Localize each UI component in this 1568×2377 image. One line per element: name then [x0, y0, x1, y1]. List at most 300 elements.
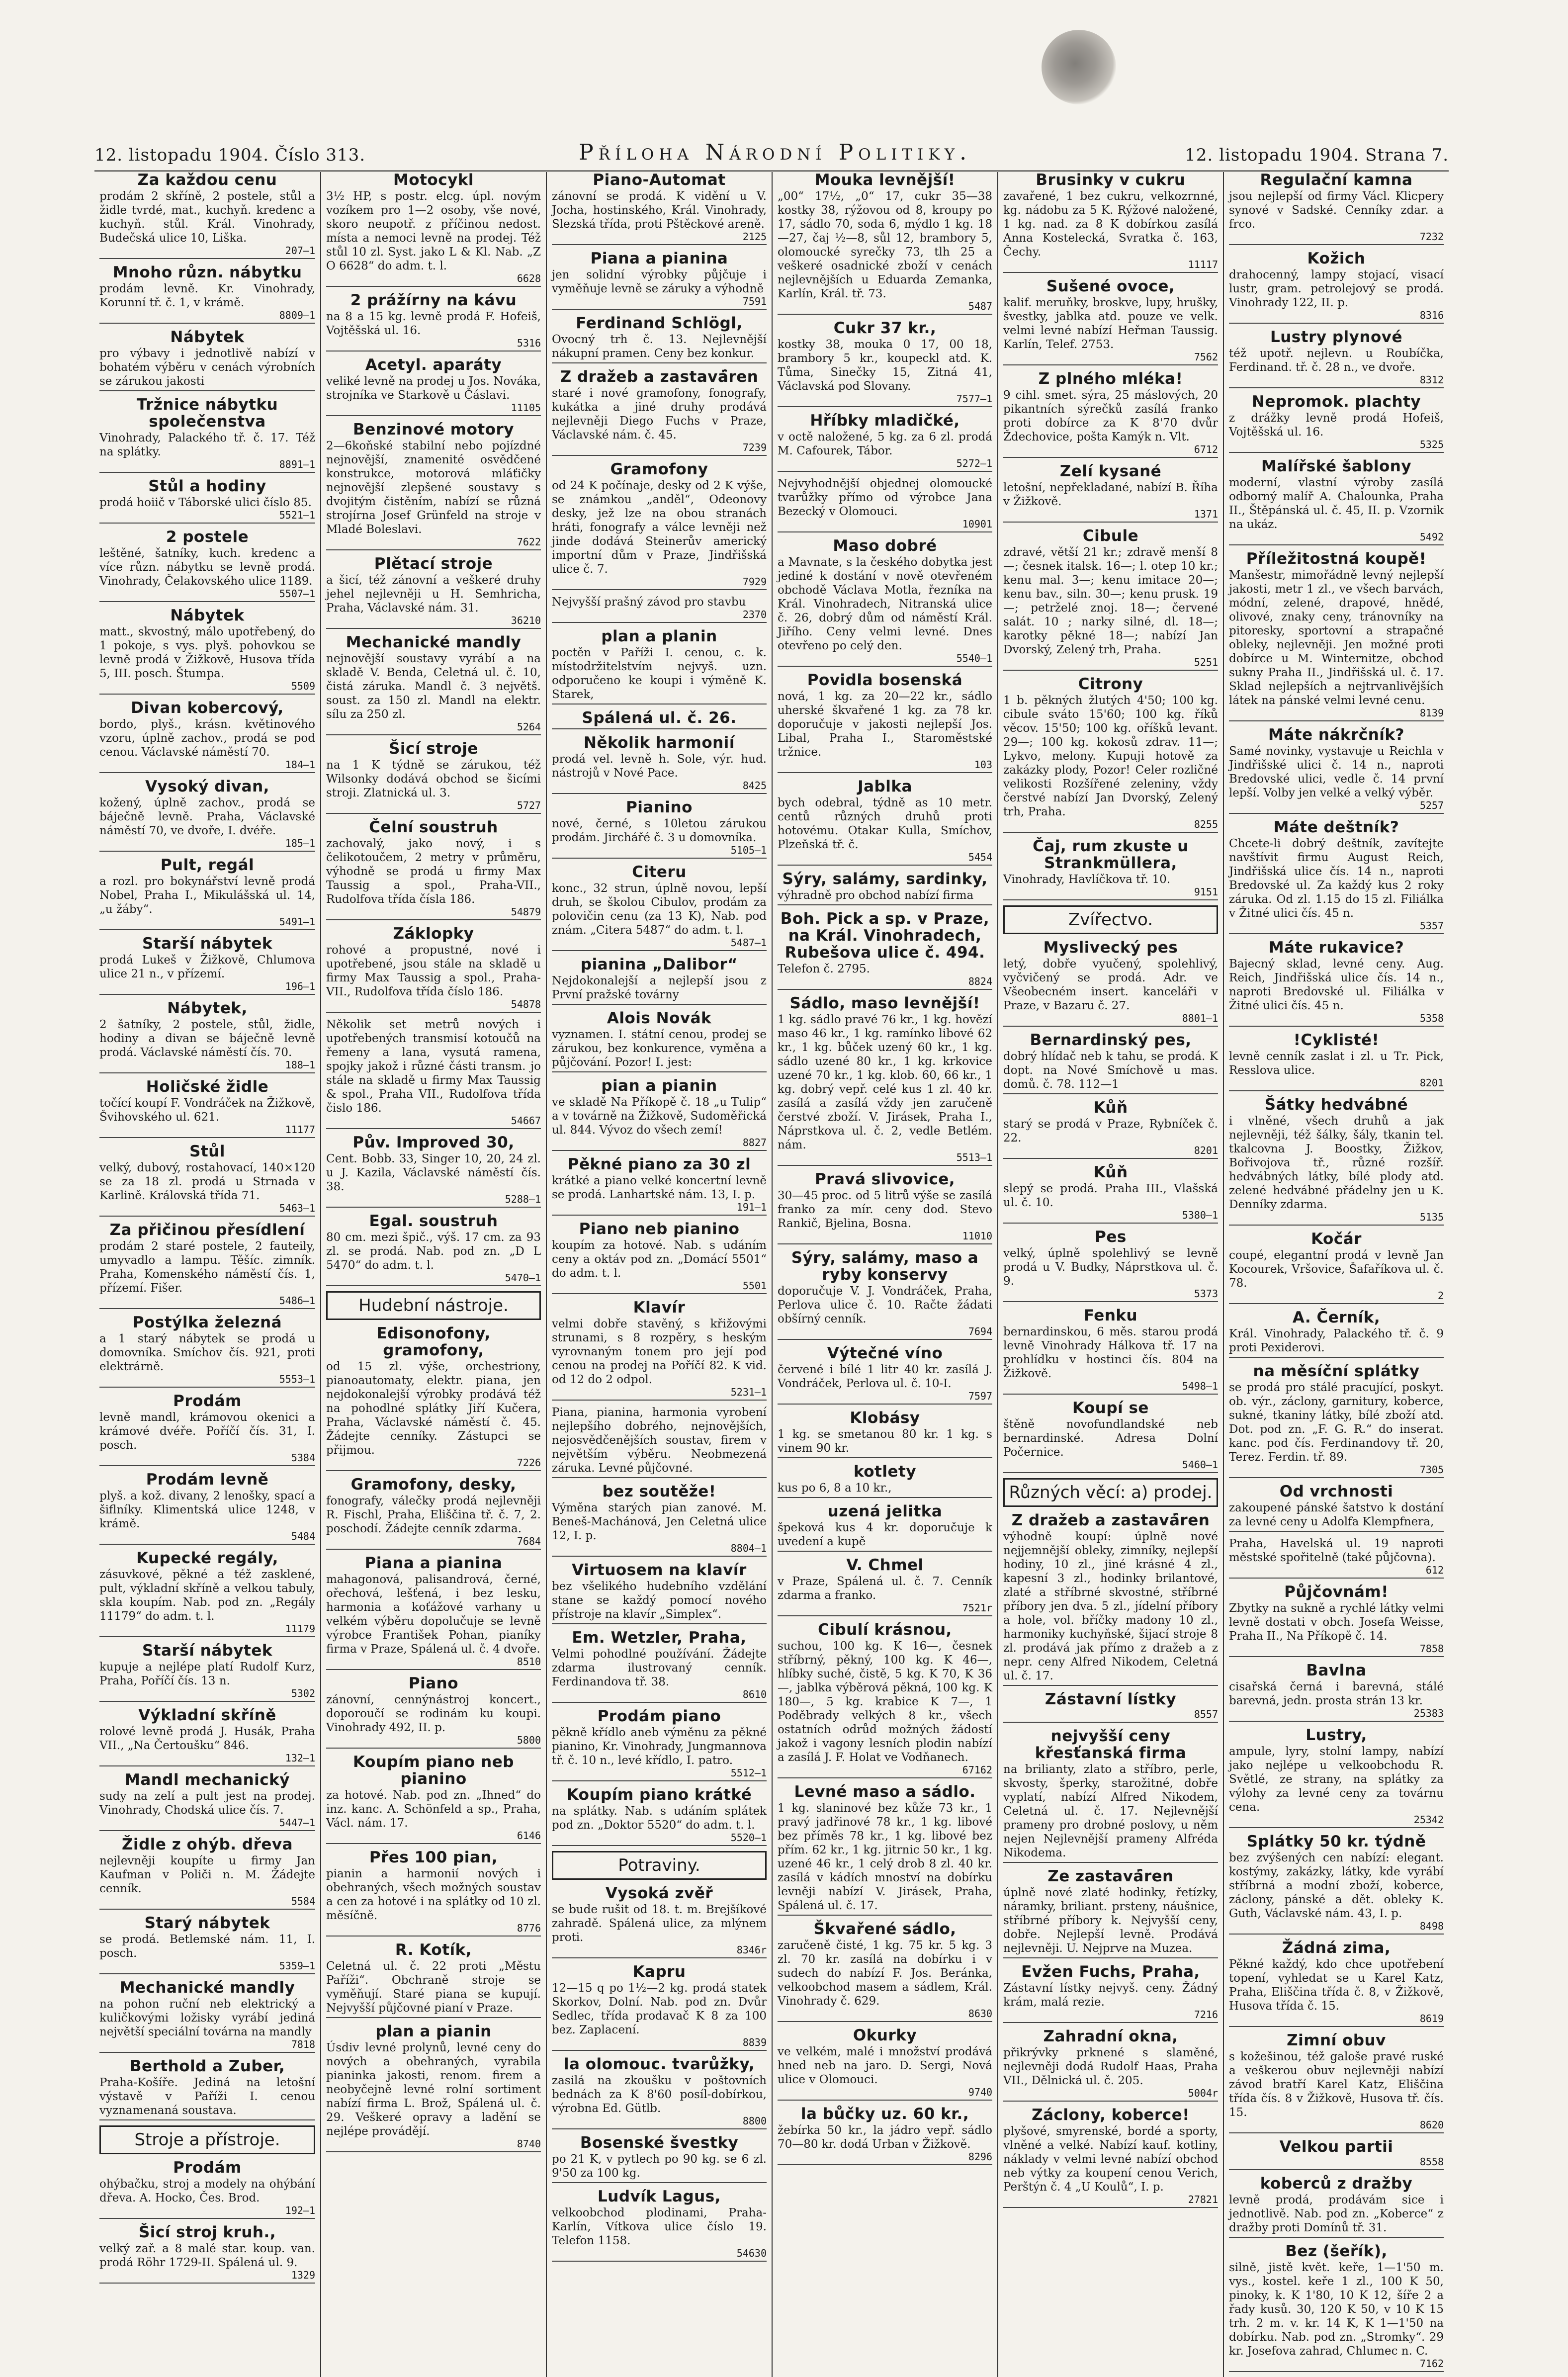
classified-ad — [1003, 528, 1218, 671]
classified-ad — [99, 2058, 315, 2120]
ad-code: 5507—1 — [279, 588, 315, 600]
classified-ad — [99, 778, 315, 852]
ad-code: 5498—1 — [1182, 1380, 1218, 1392]
ad-divider — [1229, 1026, 1444, 1027]
ad-body: poctěn v Paříži I. cenou, c. k. místodržitelstvím nejvyš. uzn. odporučeno ke koupi i výměně K. Starek, — [552, 646, 767, 701]
ad-divider — [1229, 720, 1444, 721]
classified-ad — [326, 555, 541, 629]
ad-divider — [326, 1012, 541, 1013]
ad-body: bez všelikého hudebního vzdělání stane se každý pomocí nového přístroje na klavír „Simplex“. — [552, 1580, 767, 1621]
classified-ad — [99, 2224, 315, 2284]
ad-code: 8498 — [1419, 1920, 1444, 1932]
ad-code: 7694 — [968, 1325, 992, 1337]
classified-ad — [326, 1941, 541, 2018]
ad-title: Pult, regál — [160, 856, 255, 874]
ad-title: Piano-Automat — [593, 171, 726, 189]
classified-ad — [1229, 550, 1444, 721]
ad-title: Zástavní lístky — [1045, 1690, 1177, 1708]
classified-ad — [778, 1409, 992, 1458]
ad-title: Berthold a Zuber, — [129, 2057, 285, 2075]
ad-body: kostky 38, mouka 0 17, 00 18, brambory 5 kr., koupeckl atd. K. Tůma, Sinečky 15, Zitná 41, Václavská pod Slovany. — [778, 338, 992, 393]
classified-ad — [778, 1921, 992, 2022]
ad-title: Hříbky mladičké, — [810, 412, 960, 430]
ad-body: pěkně křídlo aneb výměnu za pěkné pianino, Kr. Vinohrady, Jungmannova tř. č. 10 n., levé křídlo, I. patro. — [552, 1726, 767, 1767]
ad-body: bordo, plyš., krásn. květinového vzoru, úplně zachov., prodá se pod cenou. Václavské náměstí 70. — [99, 718, 315, 759]
ad-title: Máte nákrčník? — [1268, 726, 1404, 744]
ad-body: starý se prodá v Praze, Rybníček č. 22. — [1003, 1118, 1218, 1144]
ad-divider — [1229, 1303, 1444, 1304]
ad-code: 8201 — [1419, 1077, 1444, 1089]
classified-ad — [552, 1010, 767, 1072]
ad-title: Výkladní skříně — [138, 1706, 276, 1724]
ad-body: koupím za hotové. Nab. s udáním ceny a oktáv pod zn. „Domácí 5501“ do adm. t. l. — [552, 1239, 767, 1280]
ad-divider — [778, 2021, 992, 2022]
ad-divider — [326, 1549, 541, 1550]
ad-divider — [778, 314, 992, 315]
ad-title: Pianino — [626, 798, 693, 816]
ad-body: se bude rušit od 18. t. m. Brejšíkové zahradě. Spálená ulice, za mlýnem proti. — [552, 1903, 767, 1944]
classified-ad — [552, 1786, 767, 1846]
ad-title: pian a pianin — [601, 1077, 717, 1095]
ad-divider — [552, 793, 767, 794]
ad-code: 25342 — [1413, 1814, 1444, 1826]
ad-title: Starší nábytek — [142, 935, 273, 953]
ad-body: ohýbačku, stroj a modely na ohýbání dřeva. A. Hocko, Čes. Brod. — [99, 2178, 315, 2204]
classified-ad — [552, 1077, 767, 1151]
ad-title: Židle z ohýb. dřeva — [121, 1836, 293, 1853]
ad-divider — [1003, 2101, 1218, 2102]
ad-code: 5302 — [291, 1687, 315, 1699]
ad-title: Přes 100 pian, — [369, 1849, 498, 1866]
ad-title: la bůčky uz. 60 kr., — [800, 2105, 969, 2123]
ad-title: !Cyklisté! — [1293, 1031, 1380, 1049]
classified-ad — [99, 1642, 315, 1702]
classified-ad — [778, 537, 992, 667]
classified-ad — [1229, 1727, 1444, 1828]
classified-ad — [1229, 2243, 1444, 2372]
ad-title: A. Černík, — [1292, 1309, 1381, 1326]
ad-code: 7521r — [962, 1602, 992, 1614]
ad-body: dobrý hlídač neb k tahu, se prodá. K dopt. na Nové Smíchově u mas. domů. č. 78. 112—1 — [1003, 1050, 1218, 1091]
ad-code: 2 — [1437, 1290, 1444, 1302]
ad-title: nejvyšší ceny křesťanská firma — [1035, 1727, 1187, 1762]
ad-body: v octě naložené, 5 kg. za 6 zl. prodá M. Cafourek, Tábor. — [778, 431, 992, 457]
ad-body: plyšové, smyrenské, bordé a sporty, vlněné a velké. Nabízí kauf. kotliny, náklady v velmi levné nabízí obchod neb výtky za koupení cenou Verich, Perštýn č. 4 „U Koulů“, I. p. — [1003, 2125, 1218, 2194]
ad-body: bernardinskou, 6 měs. starou prodá levně Vinohrady Hálkova tř. 17 na prohlídku v hostinci čís. 804 na Žižkově. — [1003, 1325, 1218, 1380]
classified-ad — [326, 1849, 541, 1937]
ad-divider — [326, 2151, 541, 2152]
ad-divider — [99, 1465, 315, 1466]
ad-title: Starý nábytek — [144, 1914, 270, 1932]
ad-code: 5487—1 — [730, 937, 767, 949]
ad-title: Kupecké regály, — [136, 1549, 278, 1567]
ad-body: Nejvyšší prašný závod pro stavbu — [552, 596, 746, 609]
classified-ad — [778, 1249, 992, 1340]
ad-body: od 24 K počínaje, desky od 2 K výše, se známkou „anděl“, Odeonovy desky, jež lze na obou stranách hráti, fonografy a válce levněji než jinde dodává Steinerův americký importní dům v Praze, Jindřišská ulice č. 7. — [552, 479, 767, 576]
ad-title: Velkou partii — [1279, 2138, 1394, 2156]
ad-title: pianina „Dalibor“ — [580, 956, 738, 973]
ad-code: 8312 — [1419, 374, 1444, 386]
ad-title: Příležitostná koupě! — [1246, 550, 1427, 568]
ad-title: Em. Wetzler, Praha, — [572, 1629, 747, 1647]
ad-code: 8346r — [736, 1944, 767, 1956]
ad-title: Od vrchnosti — [1279, 1483, 1394, 1500]
classified-ad — [1003, 1728, 1218, 1863]
ad-divider — [1003, 1685, 1218, 1686]
classified-ad — [552, 956, 767, 1005]
ad-code: 5513—1 — [956, 1151, 992, 1163]
ad-body: sudy na zelí a pult jest na prodej. Vinohrady, Chodská ulice čís. 7. — [99, 1790, 315, 1817]
ad-divider — [778, 531, 992, 532]
ad-body: jen solidní výrobky půjčuje i vyměňuje levně se záruky a výhodně — [552, 268, 767, 295]
ad-divider — [552, 728, 767, 729]
ad-title: Cibulí krásnou, — [818, 1621, 952, 1639]
ad-divider — [99, 1636, 315, 1637]
ad-title: Z dražeb a zastavá̈ren — [560, 368, 759, 386]
ad-divider — [326, 1285, 541, 1286]
classified-ad — [1003, 1963, 1218, 2023]
ad-body: Telefon č. 2795. — [778, 963, 870, 975]
ad-body: se prodá. Betlemské nám. 11, I. posch. — [99, 1933, 315, 1960]
ad-code: 5251 — [1194, 656, 1218, 668]
ad-code: 7232 — [1419, 231, 1444, 243]
ad-body: vyznamen. I. státní cenou, prodej se zárukou, bez konkurence, vyměna a půjčování. Pozor! I. jest: — [552, 1028, 767, 1069]
ad-code: 103 — [974, 759, 992, 771]
ad-code: 2370 — [742, 609, 767, 620]
ad-title: Postýlka železná — [132, 1314, 282, 1331]
ad-divider — [326, 628, 541, 629]
classified-ad — [552, 734, 767, 794]
ad-code: 7591 — [742, 295, 767, 307]
ad-code: 5384 — [291, 1452, 315, 1464]
ad-code: 5373 — [1194, 1288, 1218, 1300]
ad-divider — [1229, 2026, 1444, 2027]
classified-ad — [778, 1783, 992, 1916]
ad-divider — [778, 1404, 992, 1405]
ad-title: Koupím piano krátké — [566, 1786, 752, 1804]
ad-body: nové, černé, s 10letou zárukou prodám. Jirchářé č. 3 u domovníka. — [552, 817, 767, 844]
ad-code: 8139 — [1419, 707, 1444, 719]
ad-body: silně, jistě květ. keře, 1—1'50 m. vys., kostel. keře 1 zl., 100 K 50, pinoky, k. K 1'80, 10 K 12, šíře 2 a řady kusů. 30, 120 K 50, v 10 K 15 trh. 2 m. v. kr. 14 K, K 1—1'50 na dobírku. Nab. pod zn. „Stromky“. 29 kr. Josefova zahrad, Chlumec n. C. — [1229, 2261, 1444, 2358]
ad-body: Samé novinky, vystavuje u Reichla v Jindřišské ulici č. 14 n., naproti Bredovské ulici, vedle č. 14 první lepší. Volby jen velké a velký výběr. — [1229, 745, 1444, 799]
classified-ad — [99, 329, 315, 391]
ad-body: kus po 6, 8 a 10 kr., — [778, 1482, 892, 1495]
classified-ad — [1003, 2028, 1218, 2102]
ad-body: cisařská černá i barevná, stálé barevná, jedn. prosta strán 13 kr. — [1229, 1680, 1444, 1707]
ad-divider — [326, 415, 541, 416]
ad-divider — [778, 1457, 992, 1458]
ad-body: ve skladě Na Příkopě č. 18 „u Tulip“ a v továrně na Žižkově, Sudoměřická ul. 844. Vývoz do všech zemí! — [552, 1096, 767, 1137]
classified-ad — [552, 1708, 767, 1781]
ad-divider — [552, 1845, 767, 1846]
ad-body: i vlněné, všech druhů a jak nejlevněji, též šálky, šály, tkanin tel. tkalcovna J. Boostky, Žižkov, Bořivojova tř., různé rozšíř. hedvábných látky, bílé plody atd. zelené hedvábné přádelny jen u K. Denníky zdarma. — [1229, 1115, 1444, 1211]
classified-ad — [326, 925, 541, 1013]
ad-code: 25383 — [1413, 1707, 1444, 1719]
ad-code: 5288—1 — [505, 1193, 541, 1205]
ad-body: pro výbavy i jednotlivě nabízí v bohatém výběru v cenách výrobních se zárukou jakosti — [99, 347, 315, 388]
ad-title: Virtuosem na klavír — [572, 1561, 747, 1579]
ad-body: 30—45 proc. od 5 litrů výše se zasílá franko za mír. ceny dod. Stevo Rankič, Bjelina, Bosna. — [778, 1189, 992, 1230]
ad-title: V. Chmel — [846, 1556, 924, 1574]
ad-code: 5520—1 — [730, 1832, 767, 1844]
ad-title: Sýry, salámy, sardinky, — [782, 870, 988, 888]
ad-body: prodám 2 skříně, 2 postele, stůl a židle tvrdé, mat., kuchyň. kredenc a kuchyň. stůl. Král. Vinohrady, Budečská ulice 10, Liška. — [99, 190, 315, 245]
ad-body: letý, dobře vyučený, spolehlivý, vyčvičený se prodá. Adr. ve Všeobecném insert. kanceláři v Praze, v Bazaru č. 27. — [1003, 958, 1218, 1012]
ad-title: Nábytek, — [167, 999, 248, 1017]
classified-ad — [1229, 1833, 1444, 1935]
ad-divider — [99, 1544, 315, 1545]
ad-divider — [1229, 2237, 1444, 2238]
ad-body: „00“ 17½, „0“ 17, cukr 35—38 kostky 38, rýžovou od 8, kroupy po 17, sádlo 70, soda 6, mýdlo 1 kg. 18—27, čaj ½—8, sůl 12, brambory 5, olomoucké syrečky 73, tlh 25 a veškeré osadnické zboží v cenách nejlevnějších u Eduarda Zemanka, Karlín, Král. tř. 73. — [778, 190, 992, 300]
ad-divider — [99, 1973, 315, 1974]
ad-divider — [1229, 1721, 1444, 1722]
ad-code: 11105 — [511, 402, 541, 414]
classified-ad — [326, 1018, 541, 1129]
ad-body: štěně novofundlandské neb bernardinské. Adresa Dolní Počernice. — [1003, 1418, 1218, 1459]
ad-title: Boh. Pick a sp. v Praze, na Král. Vinohradech, Rubešova ulice č. 494. — [780, 910, 990, 962]
ad-divider — [552, 1780, 767, 1781]
ad-code: 9151 — [1194, 886, 1218, 898]
ad-title: Prodám — [173, 2159, 242, 2177]
ad-divider — [99, 1308, 315, 1309]
ad-divider — [99, 258, 315, 259]
ad-body: Nejvyhodnější objednej olomoucké tvarůžky přímo od výrobce Jana Bezecký v Olomouci. — [778, 477, 992, 518]
classified-ad — [1229, 1662, 1444, 1722]
ad-code: 11117 — [1188, 259, 1218, 270]
ad-divider — [99, 523, 315, 524]
section-heading: Stroje a přístroje. — [99, 2125, 315, 2154]
ad-body: výhodně koupí: úplně nové nejjemnější obleky, zimníky, nejlepší hodiny, 10 zl., jiné krásné 4 zl., kapesní 3 zl., hodinky brilantové, zlaté a stříbrné skvostné, stříbrné příbory jen dva. 5 zl., jídelní příbory a hole, vol. bříčky madony 10 zl., harmoniky kuchyňské, šijací stroje 8 zl. prodává jak přímo z dražeb a z nepr. ceny Alfred Nikodem, Celetná ul. č. 17. — [1003, 1530, 1218, 1682]
classified-ad — [552, 595, 767, 623]
ad-title: Kapru — [632, 1963, 686, 1981]
classified-ad — [552, 628, 767, 704]
ad-title: Z dražeb a zastavá̈ren — [1011, 1511, 1210, 1529]
ad-title: Divan kobercový, — [131, 699, 284, 717]
ad-body: kožený, úplně zachov., prodá se báječně levně. Praha, Václavské náměstí 70, ve dvoře, I. dvéře. — [99, 796, 315, 837]
ad-title: Prodám — [173, 1392, 242, 1410]
ad-code: 5257 — [1419, 799, 1444, 811]
ad-divider — [326, 1748, 541, 1749]
ad-code: 8558 — [1419, 2156, 1444, 2168]
ad-divider — [552, 1623, 767, 1624]
ad-divider — [326, 549, 541, 550]
ad-divider — [99, 1072, 315, 1073]
ad-divider — [99, 929, 315, 930]
ad-code: 7929 — [742, 576, 767, 588]
ad-title: Žádná zima, — [1282, 1939, 1391, 1957]
ad-body: a rozl. pro bokynářství levně prodá Nobel, Praha I., Mikulášská ul. 14, „u žáby“. — [99, 875, 315, 916]
library-stamp — [1042, 30, 1116, 104]
ad-body: suchou, 100 kg. K 16—, česnek stříbrný, pěkný, 100 kg. K 46—, hlíbky suché, čistě, 5 kg. K 70, K 36—, jablka výběrová pěkná, 100 kg. K 180—, 5 kg. krabice K 7—, 1 Poděbrady velkých 8 kr., všech ostatních odrůd možných žádostí jakož i vagony lesních plodin nabízí a zasílá J. F. Holat ve Vodňanech. — [778, 1640, 992, 1764]
section-heading: Potraviny. — [552, 1851, 767, 1880]
ad-divider — [99, 851, 315, 852]
ad-body: Celetná ul. č. 22 proti „Městu Paříži“. Obchraně stroje se vyměňují. Staré piana se kupují. Nejvyšší půjčovné pianí v Praze. — [326, 1960, 541, 2015]
ad-code: 11179 — [285, 1623, 315, 1635]
classified-ad — [552, 250, 767, 310]
ad-divider — [1229, 244, 1444, 245]
ad-title: Zelí kysané — [1059, 462, 1162, 480]
ad-title: Pův. Improved 30, — [352, 1134, 515, 1151]
classified-ad — [778, 995, 992, 1166]
classified-ad — [1003, 172, 1218, 273]
column-1 — [94, 172, 320, 2377]
ad-divider — [778, 1243, 992, 1244]
ad-code: 5135 — [1419, 1211, 1444, 1223]
ad-code: 7562 — [1194, 351, 1218, 363]
ad-title: Stůl a hodiny — [148, 477, 266, 495]
classified-ad — [778, 412, 992, 472]
classified-ad — [99, 1707, 315, 1766]
ad-code: 5325 — [1419, 439, 1444, 450]
classified-ad — [778, 1463, 992, 1498]
ad-body: veliké levně na prodej u Jos. Nováka, strojníka ve Starkově u Čáslavi. — [326, 375, 541, 402]
ad-divider — [778, 1615, 992, 1616]
ad-code: 5727 — [517, 799, 541, 811]
ad-divider — [552, 1400, 767, 1401]
ad-title: Půjčovnám! — [1284, 1583, 1389, 1601]
ad-title: Šátky hedvábné — [1264, 1096, 1408, 1114]
classified-ad — [326, 1213, 541, 1286]
ad-title: Mechanické mandly — [119, 1979, 295, 1997]
ad-code: 8316 — [1419, 309, 1444, 321]
column-5 — [997, 172, 1223, 2377]
ad-code: 8425 — [742, 780, 767, 792]
classified-ad — [326, 1555, 541, 1670]
ad-body: na brilianty, zlato a stříbro, perle, skvosty, šperky, starožitné, dobře vyplatí, nabízí Alfred Nikodem, Celetná ul. č. 17. Nejlevnější prameny pro drobné poslovy, u něm nejen Nejlevnější prameny Alfréda Nikodema. — [1003, 1763, 1218, 1859]
ad-code: 11177 — [285, 1124, 315, 1136]
ad-body: zdravé, větší 21 kr.; zdravě menší 8—; česnek italsk. 16—; l. otep 10 kr.; kenu mal. 3—; kenu imitace 20—; kenu bav., siln. 30—; kenu prusk. 19—; petrželé znoj. 18—; červené salát. 10 ; narky silné, dl. 18—; karotky pěkné 18—; nabízí Jan Dvorský, Zelený trh, Praha. — [1003, 546, 1218, 656]
ad-body: Úsdiv levné prolynů, levné ceny do nových a obehraných, vyrabila pianinka jakosti, renom. firem a neobyčejně levné rolní sortiment nabízí firma L. Brož, Spálená ul. č. 29. Veškeré opravy a ladění se nejlépe provádějí. — [326, 2041, 541, 2138]
ad-body: výhradně pro obchod nabízí firma — [778, 889, 974, 902]
classified-ad — [778, 778, 992, 866]
ad-body: nejnovější soustavy vyrábí a na skladě V. Benda, Celetná ul. č. 10, čistá záruka. Mandl č. 3 největš. soust. za 150 zl. Mandl na elektr. sílu za 250 zl. — [326, 652, 541, 721]
ad-divider — [1003, 1394, 1218, 1395]
ad-code: 5501 — [742, 1280, 767, 1292]
ad-divider — [1229, 813, 1444, 814]
classified-ad — [1229, 726, 1444, 814]
ad-title: la olomouc. tvarůžky, — [563, 2055, 755, 2073]
ad-title: Gramofony — [610, 460, 708, 478]
ad-code: 9740 — [968, 2086, 992, 2098]
ad-body: Výměna starých pian zanové. M. Beneš-Machánová, Jen Celetná ulice 12, I. p. — [552, 1501, 767, 1542]
ad-body: 2—6koňské stabilní nebo pojízdné nejnovější, znamenité osvědčené konstrukce, motorová mláťičky nejnovější zlepšené soustavy s dvojitým čistěním, nabízí se různá strojírna Josef Grünfeld na stroje v Mladé Boleslavi. — [326, 440, 541, 536]
ad-title: Koupí se — [1072, 1399, 1149, 1417]
ad-body: zaručeně čisté, 1 kg. 75 kr. 5 kg. 3 zl. 70 kr. zasílá na dobírku i v sudech do nabízí F. Jos. Beránka, velkoobchod masem a sádlem, Král. Vinohrady č. 629. — [778, 1939, 992, 2008]
ad-divider — [326, 1843, 541, 1844]
classified-ad — [99, 1979, 315, 2053]
ad-divider — [1229, 1578, 1444, 1579]
classified-ad — [1003, 838, 1218, 900]
classified-ad — [1229, 1483, 1444, 1532]
ad-title: plan a pianin — [375, 2023, 492, 2040]
classified-ad — [1003, 370, 1218, 458]
ad-code: 8800 — [742, 2115, 767, 2127]
classified-ad — [99, 1471, 315, 1545]
ad-body: levně cenník zaslat i zl. u Tr. Pick, Resslova ulice. — [1229, 1050, 1444, 1077]
ad-divider — [99, 2052, 315, 2053]
ad-code: 7162 — [1419, 2358, 1444, 2370]
ad-title: Piano neb pianino — [579, 1220, 740, 1238]
ad-divider — [1003, 1026, 1218, 1027]
ad-divider — [1003, 1158, 1218, 1159]
ad-code: 8630 — [968, 2008, 992, 2020]
ad-code: 5359—1 — [279, 1960, 315, 1972]
ad-body: prodá hoiič v Táborské ulici číslo 85. — [99, 496, 312, 509]
ad-code: 196—1 — [285, 980, 315, 992]
classified-ad — [326, 292, 541, 352]
ad-code: 5231—1 — [730, 1386, 767, 1398]
ad-divider — [1229, 2132, 1444, 2133]
ad-title: Holičské židle — [146, 1078, 269, 1096]
ad-title: Lustry, — [1306, 1726, 1367, 1744]
ad-title: Klavír — [633, 1299, 686, 1317]
ad-body: jsou nejlepší od firmy Václ. Klicpery synové v Sadské. Cenníky zdar. a frco. — [1229, 190, 1444, 231]
classified-ad — [326, 1754, 541, 1844]
ad-body: zasilá na zkoušku v poštovních bednách za K 8'60 posíl-dobírkou, výrobna Ed. Gütlb. — [552, 2074, 767, 2115]
ad-title: Egal. soustruh — [369, 1212, 498, 1230]
ad-title: Myslivecký pes — [1043, 939, 1178, 957]
ad-divider — [1003, 899, 1218, 900]
ad-title: uzená jelitka — [827, 1502, 943, 1520]
ad-title: Koupím piano neb pianino — [353, 1753, 514, 1788]
ad-divider — [778, 989, 992, 990]
ad-code: 7239 — [742, 441, 767, 453]
ad-body: Král. Vinohrady, Palackého tř. č. 9 proti Pexiderovi. — [1229, 1327, 1444, 1354]
ad-code: 8839 — [742, 2036, 767, 2048]
ad-body: na splátky. Nab. s udáním splátek pod zn. „Doktor 5520“ do adm. t. l. — [552, 1805, 767, 1832]
classified-ad — [99, 1222, 315, 1309]
ad-code: 8801—1 — [1182, 1012, 1218, 1024]
ad-code: 7216 — [1194, 2009, 1218, 2021]
ad-title: Benzinové motory — [353, 421, 514, 439]
ad-body: Cent. Bobb. 33, Singer 10, 20, 24 zl. u J. Kazila, Václavské náměstí čís. 38. — [326, 1152, 541, 1193]
classified-ad — [326, 740, 541, 814]
ad-body: velkoobchod plodinami, Praha-Karlín, Vítkova ulice číslo 19. Telefon 1158. — [552, 2206, 767, 2247]
ad-body: 1 kg. se smetanou 80 kr. 1 kg. s vinem 90 kr. — [778, 1428, 992, 1455]
ad-body: staré i nové gramofony, fonografy, kukátka a jiné druhy prodává nejlevněji Diego Fuchs v Praze, Václavské nám. č. 45. — [552, 387, 767, 441]
classified-ad — [99, 607, 315, 695]
ad-code: 7858 — [1419, 1643, 1444, 1655]
ad-body: slepý se prodá. Praha III., Vlašská ul. č. 10. — [1003, 1182, 1218, 1209]
classified-ad — [99, 2159, 315, 2219]
ad-divider — [552, 2182, 767, 2183]
classified-ad — [552, 1562, 767, 1624]
ad-body: prodám levně. Kr. Vinohrady, Korunní tř. č. 1, v krámě. — [99, 282, 315, 309]
classified-ad — [1003, 1032, 1218, 1094]
ad-body: na 8 a 15 kg. levně prodá F. Hofeiš, Vojtěšská ul. 16. — [326, 310, 541, 337]
ad-divider — [1229, 933, 1444, 934]
ad-divider — [1003, 1957, 1218, 1958]
classified-ad — [326, 1134, 541, 1208]
ad-divider — [1229, 1477, 1444, 1478]
ad-body: Vinohrady, Havlíčkova tř. 10. — [1003, 873, 1171, 886]
ad-code: 188—1 — [285, 1059, 315, 1071]
ad-divider — [552, 622, 767, 623]
classified-ad — [552, 1885, 767, 1958]
ad-code: 6146 — [517, 1830, 541, 1842]
ad-body: nejlevněji koupíte u firmy Jan Kaufman v Poliči n. M. Žádejte cenník. — [99, 1854, 315, 1895]
classified-ad — [552, 368, 767, 456]
ad-divider — [778, 471, 992, 472]
ad-code: 6712 — [1194, 443, 1218, 455]
classified-ad — [326, 1325, 541, 1471]
header-date-page: 12. listopadu 1904. Strana 7. — [1185, 145, 1449, 165]
classified-ad — [1229, 1096, 1444, 1226]
ad-body: od 15 zl. výše, orchestriony, pianoautomaty, elektr. piana, jen nejdokonalejší výrobky prodává též na pohodlné splátky Jiří Kučera, Praha, Václavské náměstí č. 45. Žádejte cenníky. Zástupci se přijmou. — [326, 1360, 541, 1457]
ad-title: Citeru — [632, 863, 687, 881]
ad-code: 5460—1 — [1182, 1459, 1218, 1471]
classified-ad — [552, 799, 767, 859]
